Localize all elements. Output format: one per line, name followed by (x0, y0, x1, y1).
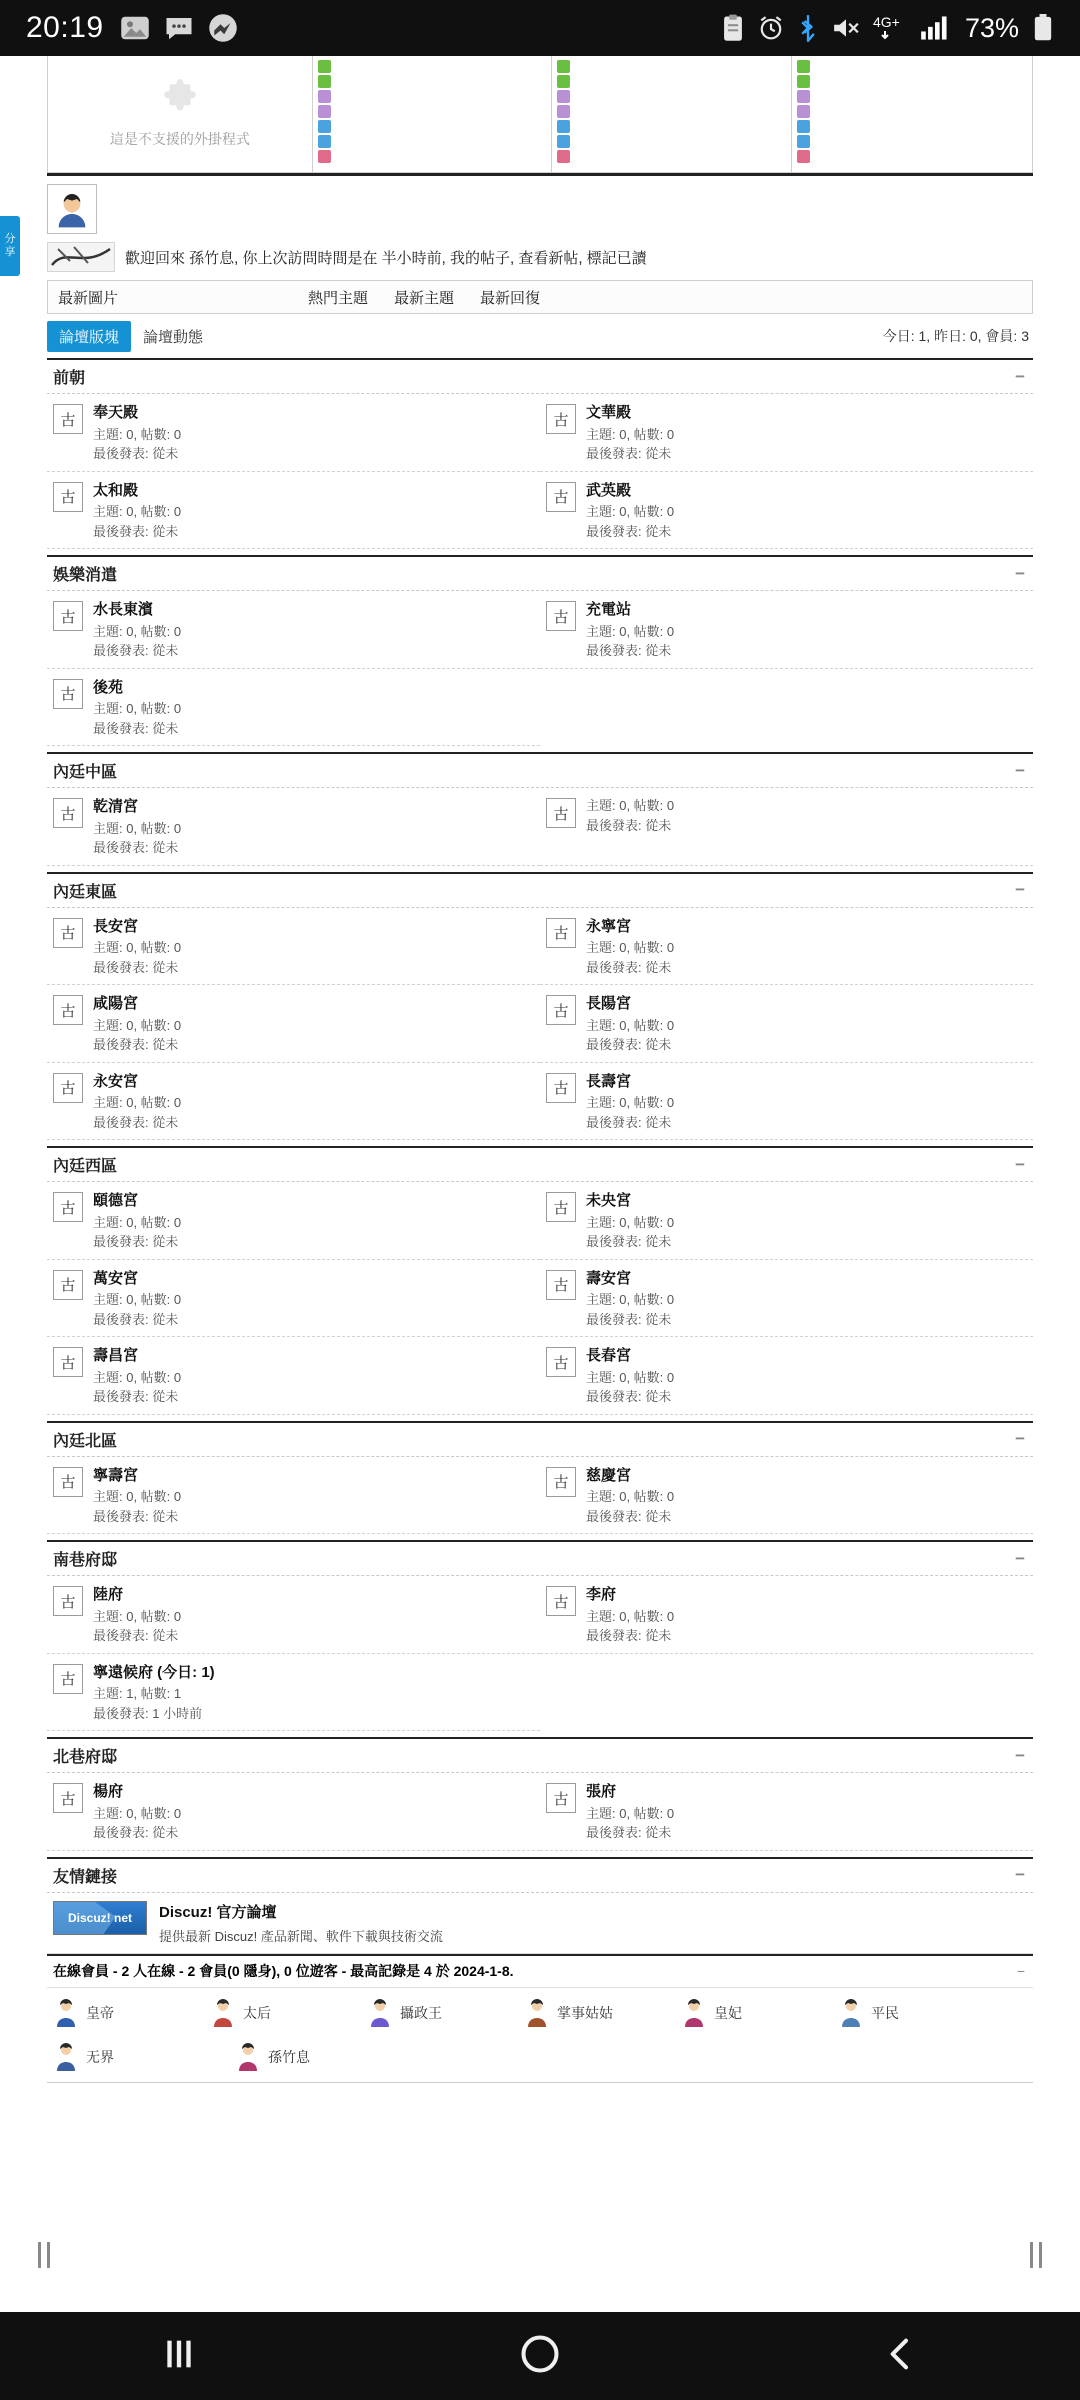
forum-page-content (47, 56, 1033, 2103)
bluetooth-icon (797, 14, 819, 42)
forum-last-post: 最後發表: 從未 (586, 959, 672, 975)
welcome-text[interactable]: 歡迎回來 孫竹息, 你上次訪問時間是在 半小時前, 我的帖子, 查看新帖, 標記已讀 (125, 249, 647, 267)
forum-counts: 主題: 0, 帖數: 0 (93, 1214, 182, 1230)
forum-item[interactable] (540, 1337, 1033, 1415)
forum-name[interactable]: 後苑 (93, 678, 124, 696)
forum-last-post: 最後發表: 從未 (93, 1389, 179, 1404)
chevron-collapse-icon[interactable]: − (1015, 563, 1025, 583)
forum-item[interactable] (540, 1576, 1033, 1654)
forum-icon: 古 (546, 1783, 576, 1813)
forum-item[interactable] (47, 472, 540, 550)
online-members-heading: 在線會員 - 2 人在線 - 2 會員(0 隱身), 0 位遊客 - 最高記錄是 4 於 2024-1-8. (53, 1963, 514, 1979)
discuz-logo-icon (53, 1901, 147, 1935)
avatar-image (52, 189, 92, 229)
group-label: 平民 (871, 2004, 899, 2021)
forum-icon: 古 (546, 1270, 576, 1300)
scroll-grip-right[interactable] (1030, 2242, 1042, 2268)
forum-counts: 主題: 0, 帖數: 0 (586, 940, 675, 955)
forum-counts: 主題: 0, 帖數: 0 (586, 1805, 675, 1821)
forum-item[interactable] (540, 1063, 1033, 1141)
tab-forum-sections[interactable]: 論壇版塊 (47, 321, 131, 352)
forum-name[interactable]: 長春宮 (586, 1347, 632, 1364)
category-header[interactable] (47, 360, 1033, 394)
browser-viewport[interactable] (0, 56, 1080, 2312)
forum-last-post: 最後發表: 從未 (93, 720, 179, 736)
chevron-collapse-icon[interactable]: − (1015, 760, 1025, 780)
forum-name[interactable]: 張府 (586, 1783, 617, 1800)
forum-name[interactable]: 頤德宮 (93, 1192, 139, 1209)
home-icon[interactable] (518, 2332, 562, 2381)
user-avatar-row (47, 176, 1033, 238)
category-header[interactable] (47, 874, 1033, 908)
forum-counts: 主題: 0, 帖數: 0 (93, 1369, 182, 1385)
welcome-row (47, 238, 1033, 280)
chevron-collapse-icon[interactable]: − (1015, 366, 1025, 386)
forum-counts: 主題: 0, 帖數: 0 (93, 1805, 182, 1821)
group-label: 掌事姑姑 (557, 2004, 613, 2021)
forum-last-post: 最後發表: 從未 (93, 1311, 179, 1327)
forum-icon: 古 (53, 404, 83, 434)
forum-last-post: 最後發表: 從未 (93, 523, 179, 539)
unsupported-plugin-row (47, 56, 1033, 173)
messenger-icon (208, 13, 238, 43)
forum-icon: 古 (53, 601, 83, 631)
friendly-link-desc: 提供最新 Discuz! 產品新聞、軟件下載與技術交流 (159, 1928, 443, 1944)
forum-item[interactable] (47, 1773, 540, 1851)
group-avatar-icon (210, 1998, 236, 2028)
plugin-icon-column-2 (552, 56, 792, 172)
category-header[interactable] (47, 1423, 1033, 1457)
forum-icon: 古 (53, 1192, 83, 1222)
forum-name[interactable]: 壽安宮 (586, 1269, 632, 1287)
forum-grid (47, 908, 1033, 1141)
nav-latest-images[interactable]: 最新圖片 (58, 289, 119, 307)
friendly-links-heading-row (47, 1859, 1033, 1893)
forum-icon: 古 (53, 679, 83, 709)
forum-item[interactable] (47, 1260, 540, 1338)
battery-icon (1032, 14, 1054, 42)
forum-last-post: 最後發表: 從未 (93, 643, 179, 658)
forum-grid (47, 1182, 1033, 1415)
forum-item[interactable] (47, 788, 540, 866)
forum-tabs (47, 320, 1033, 352)
forum-icon: 古 (53, 1073, 83, 1103)
forum-name[interactable]: 武英殿 (586, 481, 632, 499)
forum-counts: 主題: 0, 帖數: 0 (93, 1489, 182, 1504)
forum-counts: 主題: 0, 帖數: 0 (93, 940, 182, 955)
friendly-link-item[interactable] (47, 1893, 1033, 1954)
chat-bubble-icon (164, 15, 194, 41)
back-icon[interactable] (881, 2334, 921, 2379)
photos-icon (120, 15, 150, 41)
puzzle-icon (157, 79, 203, 121)
forum-item[interactable] (540, 1182, 1033, 1260)
forum-icon: 古 (53, 1347, 83, 1377)
welcome-banner-image (47, 242, 115, 272)
forum-item[interactable] (47, 1576, 540, 1654)
forum-icon: 古 (53, 995, 83, 1025)
group-avatar-icon (681, 1998, 707, 2028)
category-header[interactable] (47, 754, 1033, 788)
forum-name[interactable]: 楊府 (93, 1783, 124, 1800)
forum-counts: 主題: 0, 帖數: 0 (93, 701, 182, 716)
discuz-logo-text: Discuz! net (67, 1910, 132, 1925)
forum-stats: 今日: 1, 昨日: 0, 會員: 3 (882, 328, 1029, 344)
nav-new-topics[interactable]: 最新主題 (394, 289, 455, 307)
online-group (210, 1998, 345, 2028)
category-header[interactable] (47, 1739, 1033, 1773)
forum-name[interactable]: 陸府 (93, 1586, 124, 1603)
forum-last-post: 最後發表: 從未 (586, 817, 672, 833)
forum-last-post: 最後發表: 從未 (93, 1037, 179, 1052)
forum-counts: 主題: 0, 帖數: 0 (586, 1369, 675, 1385)
status-clock: 20:19 (26, 11, 104, 44)
chevron-collapse-icon[interactable]: − (1015, 1548, 1025, 1568)
recents-icon[interactable] (159, 2334, 199, 2379)
online-group (524, 1998, 659, 2028)
forum-name[interactable]: 文華殿 (586, 404, 632, 421)
forum-item[interactable] (540, 788, 1033, 866)
forum-category (47, 752, 1033, 866)
nav-new-replies[interactable]: 最新回復 (480, 289, 541, 307)
forum-last-post: 最後發表: 從未 (586, 1311, 672, 1327)
user-avatar-icon (235, 2042, 261, 2072)
forum-grid (47, 1773, 1033, 1851)
forum-name[interactable]: 寧壽宮 (93, 1466, 139, 1484)
forum-counts: 主題: 0, 帖數: 0 (93, 1095, 182, 1110)
forum-counts: 主題: 0, 帖數: 0 (586, 1095, 675, 1110)
forum-icon: 古 (546, 404, 576, 434)
chevron-collapse-icon[interactable]: − (1015, 1429, 1025, 1448)
forum-item[interactable] (540, 591, 1033, 669)
forum-counts: 主題: 0, 帖數: 0 (586, 1608, 675, 1624)
forum-icon: 古 (53, 1467, 83, 1497)
forum-icon: 古 (546, 995, 576, 1025)
forum-last-post: 最後發表: 從未 (586, 1628, 672, 1643)
category-list (47, 358, 1033, 1851)
group-label: 攝政王 (400, 2004, 442, 2021)
category-title: 娛樂消遣 (53, 567, 118, 584)
category-title: 內廷西區 (53, 1158, 118, 1175)
forum-category (47, 872, 1033, 1141)
online-user[interactable] (235, 2042, 395, 2072)
category-title: 內廷東區 (53, 883, 118, 901)
forum-navbar[interactable] (47, 280, 1033, 314)
forum-item[interactable] (540, 985, 1033, 1063)
forum-name[interactable]: 咸陽宮 (93, 995, 139, 1012)
online-group (53, 1998, 188, 2028)
forum-grid (47, 1457, 1033, 1535)
forum-last-post: 最後發表: 從未 (586, 1508, 672, 1524)
forum-item[interactable] (47, 1063, 540, 1141)
forum-counts: 主題: 0, 帖數: 0 (93, 426, 182, 442)
forum-counts: 主題: 0, 帖數: 0 (586, 798, 675, 813)
forum-name[interactable]: 永寧宮 (586, 917, 632, 935)
forum-item[interactable] (47, 1337, 540, 1415)
category-title: 內廷北區 (53, 1432, 118, 1450)
forum-last-post: 最後發表: 從未 (586, 1389, 672, 1404)
group-avatar-icon (53, 1998, 79, 2028)
unsupported-plugin-box (48, 56, 313, 172)
forum-name[interactable]: 永安宮 (93, 1072, 139, 1090)
forum-grid (47, 591, 1033, 746)
forum-name[interactable]: 壽昌宮 (93, 1347, 139, 1364)
group-avatar-icon (838, 1998, 864, 2028)
forum-counts: 主題: 0, 帖數: 0 (586, 623, 675, 639)
online-group (681, 1998, 816, 2028)
forum-item[interactable] (540, 1773, 1033, 1851)
chevron-collapse-icon[interactable]: − (1016, 1963, 1025, 1979)
forum-last-post: 最後發表: 從未 (93, 1825, 179, 1840)
forum-item[interactable] (540, 394, 1033, 472)
forum-category (47, 358, 1033, 549)
svg-text:4G+: 4G+ (872, 14, 900, 30)
group-label: 皇妃 (714, 2004, 742, 2021)
forum-last-post: 最後發表: 從未 (586, 446, 672, 461)
forum-grid (47, 1576, 1033, 1731)
forum-name[interactable]: 長安宮 (93, 917, 139, 935)
user-name[interactable]: 无界 (86, 2048, 114, 2065)
forum-counts: 主題: 0, 帖數: 0 (93, 623, 182, 639)
forum-counts: 主題: 0, 帖數: 0 (586, 504, 675, 519)
forum-name[interactable]: 充電站 (586, 601, 632, 618)
forum-name[interactable]: 水長東濱 (93, 601, 154, 618)
tab-forum-activity[interactable]: 論壇動態 (143, 328, 204, 346)
forum-item[interactable] (47, 1182, 540, 1260)
forum-counts: 主題: 0, 帖數: 0 (93, 820, 182, 836)
forum-name[interactable]: 慈慶宮 (586, 1466, 632, 1484)
forum-icon: 古 (546, 918, 576, 948)
forum-item[interactable] (540, 1457, 1033, 1535)
forum-icon: 古 (546, 601, 576, 631)
forum-last-post: 最後發表: 從未 (586, 1825, 672, 1840)
avatar[interactable] (47, 184, 97, 234)
plugin-icon-column-3 (792, 56, 1032, 172)
forum-item[interactable] (540, 908, 1033, 986)
online-group-list (47, 1988, 1033, 2038)
status-left-icons (120, 13, 238, 43)
group-label: 太后 (243, 2004, 271, 2021)
forum-counts: 主題: 0, 帖數: 0 (93, 504, 182, 519)
forum-counts: 主題: 0, 帖數: 0 (586, 1017, 675, 1033)
plugin-icon-column-1 (313, 56, 553, 172)
forum-counts: 主題: 0, 帖數: 0 (93, 1608, 182, 1624)
online-members-heading-row (47, 1954, 1033, 1988)
forum-last-post: 最後發表: 從未 (586, 1114, 672, 1130)
forum-icon: 古 (546, 482, 576, 512)
forum-item[interactable] (47, 394, 540, 472)
online-group (367, 1998, 502, 2028)
category-title: 南巷府邸 (53, 1552, 118, 1569)
forum-last-post: 最後發表: 從未 (93, 1114, 179, 1130)
forum-item[interactable] (47, 908, 540, 986)
battery-percent: 73% (964, 12, 1019, 43)
forum-item[interactable] (47, 985, 540, 1063)
forum-category (47, 1737, 1033, 1851)
signal-bars-icon (920, 15, 950, 41)
forum-icon: 古 (53, 918, 83, 948)
chevron-collapse-icon[interactable]: − (1015, 880, 1025, 899)
forum-icon: 古 (546, 798, 576, 828)
group-avatar-icon (367, 1998, 393, 2028)
forum-item[interactable] (47, 591, 540, 669)
forum-item[interactable] (540, 472, 1033, 550)
forum-category (47, 1146, 1033, 1415)
category-title: 前朝 (53, 370, 86, 387)
group-label: 皇帝 (86, 2004, 114, 2021)
friendly-links-heading: 友情鏈接 (53, 1868, 118, 1886)
mute-icon (832, 15, 860, 41)
forum-last-post: 最後發表: 從未 (586, 1037, 672, 1052)
forum-last-post: 最後發表: 從未 (93, 959, 179, 975)
online-user[interactable] (53, 2042, 213, 2072)
forum-icon: 古 (546, 1347, 576, 1377)
forum-counts: 主題: 1, 帖數: 1 (93, 1686, 182, 1701)
category-header[interactable] (47, 1148, 1033, 1182)
forum-name[interactable]: 乾清宮 (93, 798, 139, 815)
friendly-link-title[interactable]: Discuz! 官方論壇 (159, 1903, 277, 1921)
forum-icon: 古 (53, 1586, 83, 1616)
friendly-links-section (47, 1857, 1033, 1954)
footer-text (47, 2083, 1033, 2103)
forum-name[interactable]: 奉天殿 (93, 404, 139, 421)
forum-last-post: 最後發表: 從未 (93, 1508, 179, 1524)
forum-counts: 主題: 0, 帖數: 0 (93, 1292, 182, 1307)
forum-icon: 古 (546, 1467, 576, 1497)
forum-category (47, 555, 1033, 746)
forum-icon: 古 (546, 1192, 576, 1222)
forum-counts: 主題: 0, 帖數: 0 (93, 1017, 182, 1033)
forum-last-post: 最後發表: 從未 (93, 446, 179, 461)
forum-name[interactable]: 萬安宮 (93, 1269, 139, 1287)
category-title: 北巷府邸 (53, 1749, 118, 1766)
nav-hot-topics[interactable]: 熱門主題 (308, 289, 369, 307)
forum-name[interactable]: 寧遠候府 (今日: 1) (93, 1663, 215, 1681)
forum-name[interactable]: 長陽宮 (586, 995, 632, 1012)
forum-name[interactable]: 未央宮 (586, 1192, 632, 1209)
user-avatar-icon (53, 2042, 79, 2072)
forum-last-post: 最後發表: 從未 (93, 840, 179, 855)
alarm-icon (758, 15, 784, 41)
share-side-tab[interactable]: 分享 (0, 216, 20, 276)
category-header[interactable] (47, 1542, 1033, 1576)
status-right-icons (721, 13, 1054, 44)
forum-name[interactable]: 李府 (586, 1586, 617, 1603)
online-group (838, 1998, 973, 2028)
chevron-collapse-icon[interactable]: − (1015, 1154, 1025, 1174)
forum-category (47, 1421, 1033, 1535)
category-header[interactable] (47, 557, 1033, 591)
network-4g-plus-icon (873, 14, 907, 42)
forum-counts: 主題: 0, 帖數: 0 (586, 426, 675, 442)
forum-icon: 古 (53, 798, 83, 828)
forum-item[interactable] (47, 1457, 540, 1535)
forum-last-post: 最後發表: 1 小時前 (93, 1705, 203, 1721)
plugin-message: 這是不支援的外掛程式 (109, 131, 250, 147)
category-title: 內廷中區 (53, 764, 118, 781)
forum-name[interactable]: 太和殿 (93, 481, 139, 499)
online-user-list (47, 2038, 1033, 2082)
forum-name[interactable]: 長壽宮 (586, 1072, 632, 1090)
forum-counts: 主題: 0, 帖數: 0 (586, 1214, 675, 1230)
android-nav-bar[interactable] (0, 2312, 1080, 2400)
forum-counts: 主題: 0, 帖數: 0 (586, 1489, 675, 1504)
forum-item[interactable] (47, 1654, 540, 1732)
forum-icon: 古 (53, 1270, 83, 1300)
forum-counts: 主題: 0, 帖數: 0 (586, 1292, 675, 1307)
forum-last-post: 最後發表: 從未 (586, 1234, 672, 1249)
chevron-collapse-icon[interactable]: − (1015, 1865, 1025, 1884)
forum-icon: 古 (546, 1586, 576, 1616)
forum-item[interactable] (540, 1260, 1033, 1338)
forum-last-post: 最後發表: 從未 (586, 643, 672, 658)
clipboard-icon (721, 14, 745, 42)
forum-last-post: 最後發表: 從未 (93, 1628, 179, 1643)
group-avatar-icon (524, 1998, 550, 2028)
forum-item[interactable] (47, 669, 540, 747)
forum-category (47, 1540, 1033, 1731)
forum-icon: 古 (546, 1073, 576, 1103)
forum-last-post: 最後發表: 從未 (93, 1234, 179, 1249)
status-bar (0, 0, 1080, 56)
forum-grid (47, 788, 1033, 866)
forum-grid (47, 394, 1033, 549)
forum-last-post: 最後發表: 從未 (586, 523, 672, 539)
forum-icon: 古 (53, 1664, 83, 1694)
forum-icon: 古 (53, 1783, 83, 1813)
chevron-collapse-icon[interactable]: − (1015, 1745, 1025, 1765)
scroll-grip-left[interactable] (38, 2242, 50, 2268)
forum-icon: 古 (53, 482, 83, 512)
user-name[interactable]: 孫竹息 (268, 2048, 310, 2065)
